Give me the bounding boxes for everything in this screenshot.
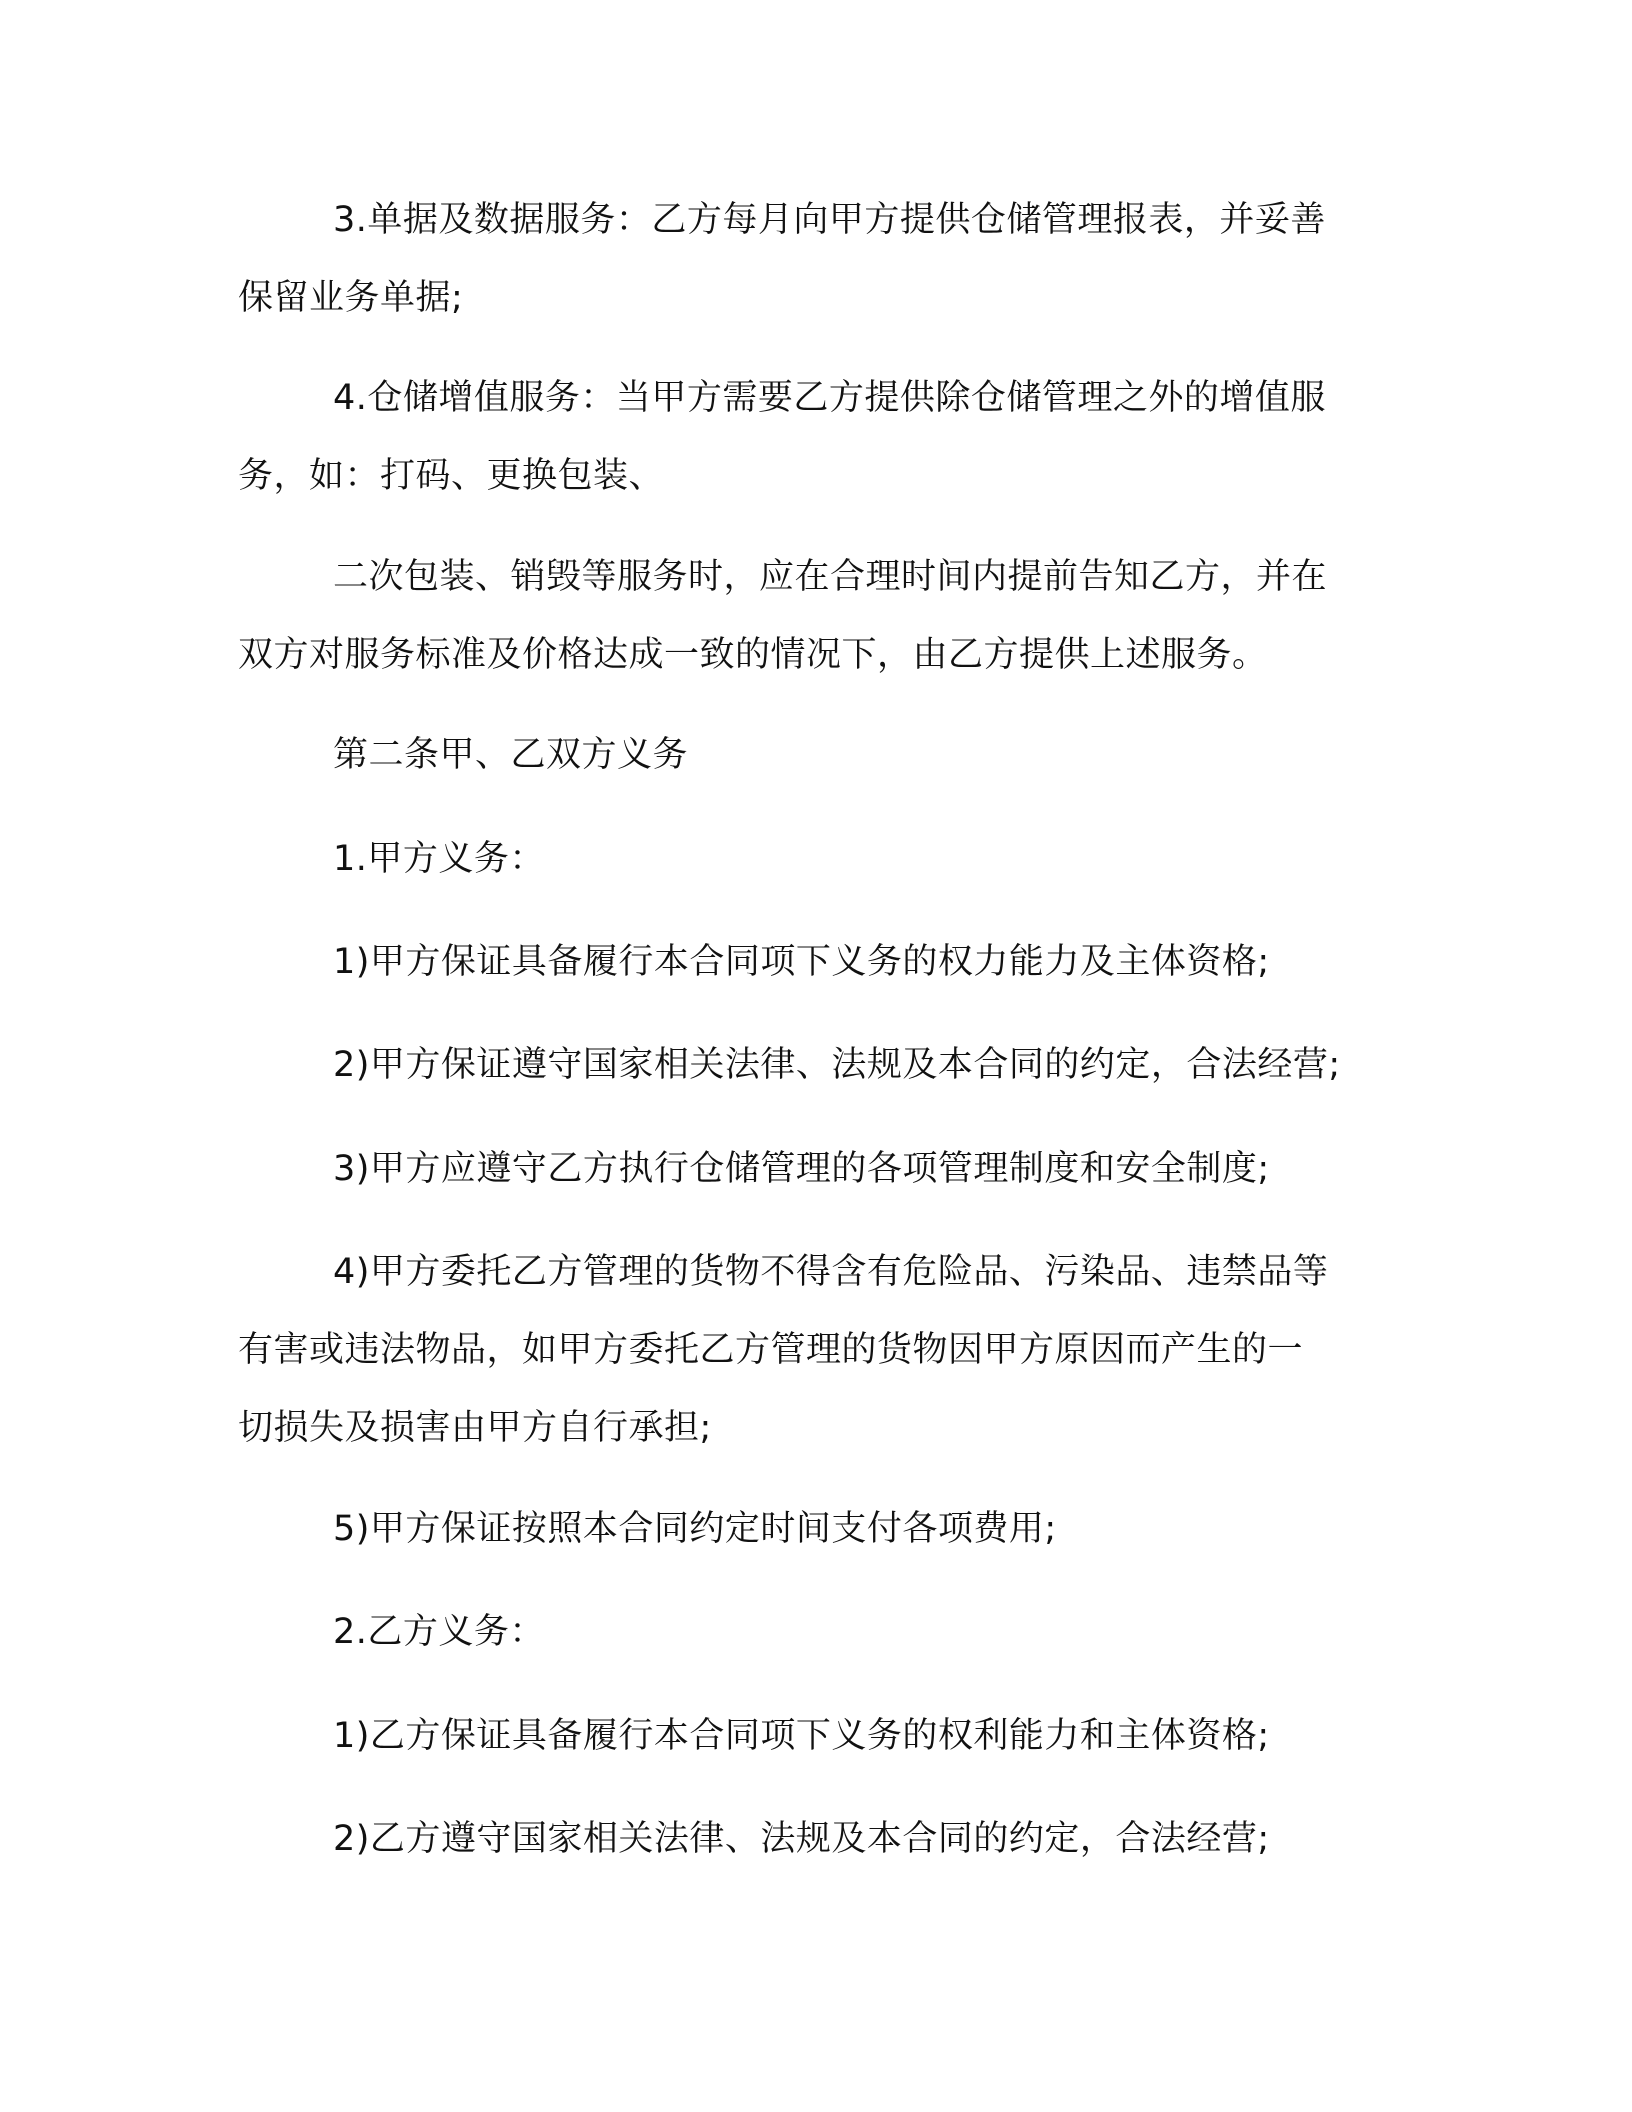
party-b-obligation-1: 1)乙方保证具备履行本合同项下义务的权利能力和主体资格;	[333, 1716, 1270, 1756]
party-a-obligation-2: 2)甲方保证遵守国家相关法律、法规及本合同的约定，合法经营;	[333, 1045, 1341, 1085]
clause-4-paragraph-2-continuation: 双方对服务标准及价格达成一致的情况下，由乙方提供上述服务。	[238, 635, 1268, 675]
clause-3-documents-data-service: 3.单据及数据服务：乙方每月向甲方提供仓储管理报表，并妥善	[333, 200, 1326, 240]
clause-4-paragraph-2: 二次包装、销毁等服务时，应在合理时间内提前告知乙方，并在	[333, 557, 1328, 597]
party-a-obligation-4: 4)甲方委托乙方管理的货物不得含有危险品、污染品、违禁品等	[333, 1252, 1329, 1292]
party-a-obligation-1: 1)甲方保证具备履行本合同项下义务的权力能力及主体资格;	[333, 942, 1270, 982]
clause-3-continuation: 保留业务单据;	[238, 278, 464, 318]
clause-4-continuation: 务，如：打码、更换包装、	[238, 456, 665, 496]
clause-4-value-added-service: 4.仓储增值服务：当甲方需要乙方提供除仓储管理之外的增值服	[333, 378, 1326, 418]
party-a-obligations-heading: 1.甲方义务：	[333, 839, 545, 879]
party-a-obligation-4-continuation-2: 切损失及损害由甲方自行承担;	[238, 1408, 712, 1448]
party-b-obligation-2: 2)乙方遵守国家相关法律、法规及本合同的约定，合法经营;	[333, 1819, 1270, 1859]
article-2-heading: 第二条甲、乙双方义务	[333, 735, 689, 775]
party-b-obligations-heading: 2.乙方义务：	[333, 1612, 545, 1652]
party-a-obligation-3: 3)甲方应遵守乙方执行仓储管理的各项管理制度和安全制度;	[333, 1149, 1270, 1189]
party-a-obligation-4-continuation-1: 有害或违法物品，如甲方委托乙方管理的货物因甲方原因而产生的一	[238, 1330, 1304, 1370]
party-a-obligation-5: 5)甲方保证按照本合同约定时间支付各项费用;	[333, 1509, 1057, 1549]
